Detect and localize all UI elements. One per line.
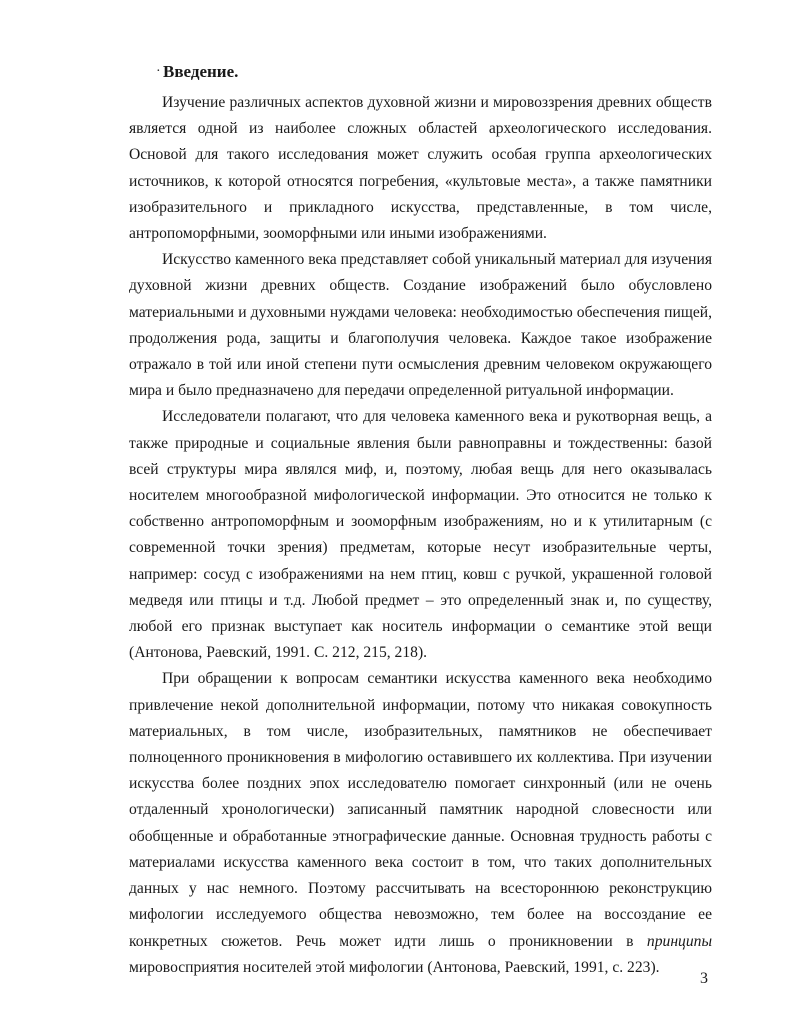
paragraph-4: [129, 666, 712, 980]
paragraph-3: Исследователи полагают, что для человека каменного века и рукотворная вещь, а также природные и социальные явления были равноправны и тождественны: базой всей структуры мира являлся миф, и, поэтому, любая вещь для него оказывалась носителем многообразной мифологической информации. Это относится не только к собственно антропоморфным и зооморфным изображениям, но и к утилитарным (с современной точки зрения) предметам, которые несут изобразительные черты, например: сосуд с изображениями на нем птиц, ковш с ручкой, украшенной головой медведя или птицы и т.д. Любой предмет – это определенный знак и, по существу, любой его признак выступает как носитель информации о семантике этой вещи (Антонова, Раевский, 1991. С. 212, 215, 218).: [129, 408, 712, 662]
body-text: [129, 90, 712, 981]
paragraph-4-emphasis: принципы: [646, 932, 712, 950]
section-heading: Введение.: [163, 62, 239, 81]
paragraph-4-before: При обращении к вопросам семантики искусства каменного века необходимо привлечение некой дополнительной информации, потому что никакая совокупность материальных, в том числе, изобразительных, памятников не обеспечивает полноценного проникновения в мифологию оставившего их коллектива. При изучении искусства более поздних эпох исследователю помогает синхронный (или не очень отдаленный хронологически) записанный памятник народной словесности или обобщенные и обработанные этнографические данные. Основная трудность работы с материалами искусства каменного века состоит в том, что таких дополнительных данных у нас немного. Поэтому рассчитывать на всестороннюю реконструкцию мифологии исследуемого общества невозможно, тем более на воссоздание ее конкретных сюжетов. Речь может идти лишь о проникновении в: [129, 670, 712, 950]
paragraph-4-after: мировосприятия носителей этой мифологии (Антонова, Раевский, 1991, с. 223).: [129, 958, 660, 976]
paragraph-2: Искусство каменного века представляет собой уникальный материал для изучения духовной жизни древних обществ. Создание изображений было обусловлено материальными и духовными нуждами человека: необходимостью обеспечения пищей, продолжения рода, защиты и благополучия человека. Каждое такое изображение отражало в той или иной степени пути осмысления древним человеком окружающего мира и было предназначено для передачи определенной ритуальной информации.: [129, 251, 712, 400]
stray-mark: ·: [156, 64, 161, 79]
paragraph-1: Изучение различных аспектов духовной жизни и мировоззрения древних обществ является одной из наиболее сложных областей археологического исследования. Основой для такого исследования может служить особая группа археологических источников, к которой относятся погребения, «культовые места», а также памятники изобразительного и прикладного искусства, представленные, в том числе, антропоморфными, зооморфными или иными изображениями.: [129, 94, 712, 243]
page-number: 3: [700, 970, 708, 987]
